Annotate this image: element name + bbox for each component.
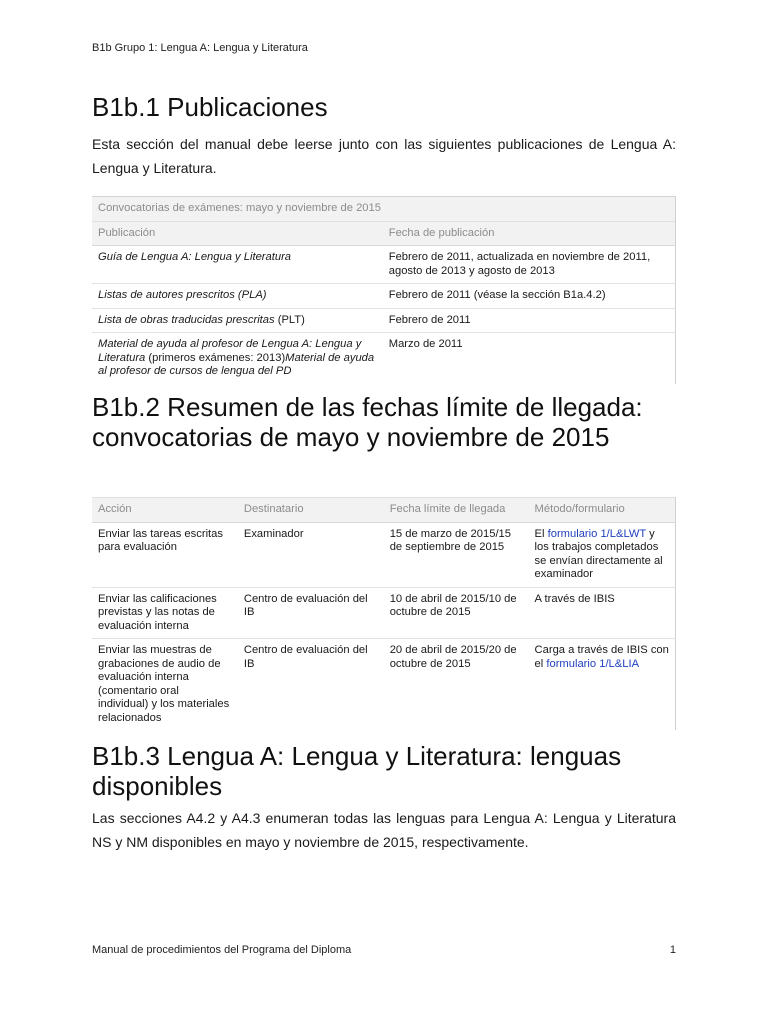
column-header-publication: Publicación xyxy=(92,221,383,246)
action-cell: Enviar las tareas escritas para evaluación xyxy=(92,522,238,587)
section-2-title: B1b.2 Resumen de las fechas límite de llegada: convocatorias de mayo y noviembre de 2015 xyxy=(92,392,643,452)
publications-table xyxy=(92,196,676,384)
publication-cell xyxy=(92,333,383,384)
page-number: 1 xyxy=(669,944,676,956)
table-row xyxy=(92,308,676,333)
section-3-title: B1b.3 Lengua A: Lengua y Literatura: lenguas disponibles xyxy=(92,741,622,801)
table-caption: Convocatorias de exámenes: mayo y noviembre de 2015 xyxy=(92,197,676,222)
publication-cell xyxy=(92,308,383,333)
form-link-llwt[interactable]: formulario 1/L&LWT xyxy=(547,527,647,540)
table-row xyxy=(92,587,676,639)
publication-title: Guía de Lengua A: Lengua y Literatura xyxy=(98,251,292,263)
publication-title: Listas de autores prescritos (PLA) xyxy=(98,289,267,301)
method-text: El xyxy=(534,527,548,540)
section-1-title: B1b.1 Publicaciones xyxy=(92,92,328,122)
deadline-cell: 10 de abril de 2015/10 de octubre de 2015 xyxy=(384,587,529,639)
publication-abbrev: (PLT) xyxy=(274,313,305,326)
table-row xyxy=(92,333,676,384)
publication-title-secondary: Material de ayuda al profesor de cursos de lengua del PD xyxy=(98,351,375,377)
table-row xyxy=(92,246,676,284)
method-text: y los trabajos completados se envían directamente al examinador xyxy=(534,527,663,580)
column-header-deadline: Fecha límite de llegada xyxy=(384,498,529,523)
publication-title: Material de ayuda al profesor de Lengua A: Lengua y Literatura xyxy=(98,338,362,364)
table-caption-row xyxy=(92,197,676,222)
publication-date-cell: Marzo de 2011 xyxy=(383,333,676,384)
section-1-intro: Esta sección del manual debe leerse junto con las siguientes publicaciones de Lengua A: Lengua y Literatura. xyxy=(92,136,676,176)
table-header-row xyxy=(92,221,676,246)
column-header-action: Acción xyxy=(92,498,238,523)
running-header: B1b Grupo 1: Lengua A: Lengua y Literatura xyxy=(92,42,308,54)
document-page xyxy=(92,0,676,1024)
publication-cell xyxy=(92,284,383,309)
publication-date-cell: Febrero de 2011 xyxy=(383,308,676,333)
action-cell: Enviar las muestras de grabaciones de audio de evaluación interna (comentario oral individual) y los materiales relacionados xyxy=(98,644,230,724)
recipient-cell: Centro de evaluación del IB xyxy=(243,644,368,670)
form-link-llia[interactable]: formulario 1/L&LIA xyxy=(546,657,640,670)
method-cell: A través de IBIS xyxy=(529,587,676,639)
table-row xyxy=(92,522,676,587)
column-header-publication-date: Fecha de publicación xyxy=(383,221,676,246)
table-row xyxy=(92,284,676,309)
method-text: Carga a través de IBIS con el xyxy=(534,644,669,670)
method-cell xyxy=(529,639,676,731)
column-header-recipient: Destinatario xyxy=(238,498,384,523)
publication-note: (primeros exámenes: 2013) xyxy=(145,351,286,364)
deadline-cell: 20 de abril de 2015/20 de octubre de 2015 xyxy=(389,644,517,670)
deadline-cell: 15 de marzo de 2015/15 de septiembre de 2015 xyxy=(384,522,529,587)
publication-title: Lista de obras traducidas prescritas xyxy=(98,313,275,326)
publication-date-cell: Febrero de 2011, actualizada en noviembre de 2011, agosto de 2013 y agosto de 2013 xyxy=(383,246,676,284)
method-cell xyxy=(529,522,676,587)
publication-date-cell: Febrero de 2011 (véase la sección B1a.4.2) xyxy=(383,284,676,309)
section-3-body: Las secciones A4.2 y A4.3 enumeran todas las lenguas para Lengua A: Lengua y Literatura NS y NM disponibles en mayo y noviembre de 2015, respectivamente. xyxy=(92,810,676,850)
deadlines-table xyxy=(92,497,676,730)
publication-cell xyxy=(92,246,383,284)
column-header-method: Método/formulario xyxy=(529,498,676,523)
table-header-row xyxy=(92,498,676,523)
recipient-cell: Examinador xyxy=(238,522,384,587)
action-cell: Enviar las calificaciones previstas y las notas de evaluación interna xyxy=(92,587,238,639)
recipient-cell: Centro de evaluación del IB xyxy=(238,587,384,639)
footer-manual-title: Manual de procedimientos del Programa del Diploma xyxy=(92,944,352,956)
table-row xyxy=(92,639,676,731)
